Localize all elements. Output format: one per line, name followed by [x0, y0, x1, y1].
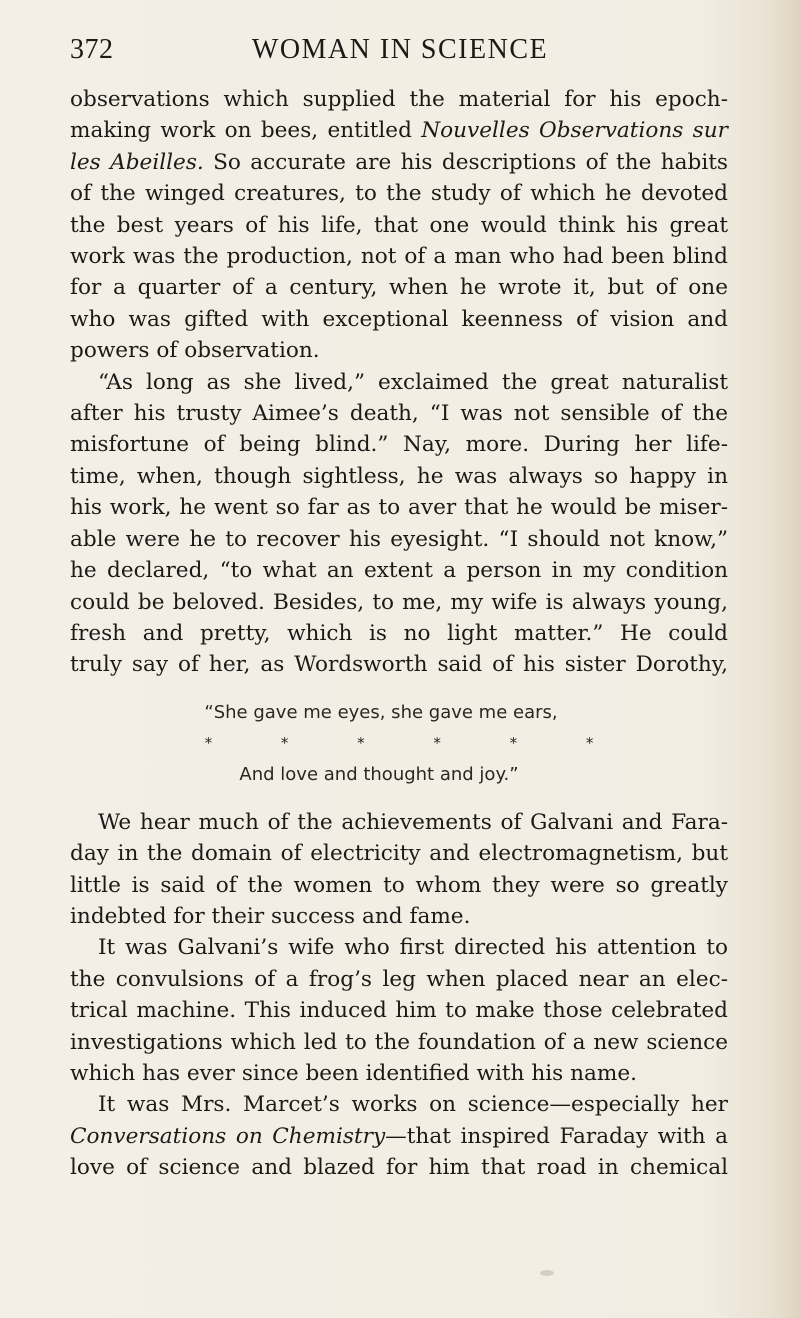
text-line: of the winged creatures, to the study of which he devoted: [70, 181, 728, 207]
text-line: his work, he went so far as to aver that he would be miser-: [70, 495, 728, 521]
text-run: —that inspired Faraday with a: [385, 1123, 728, 1149]
book-title-italic: les Abeilles.: [70, 149, 204, 175]
poem-quotation: [70, 697, 728, 790]
text-line: [70, 147, 728, 178]
book-title-italic: Nouvelles Observations sur: [421, 118, 728, 144]
poem-line: “She gave me eyes, she gave me ears,: [204, 701, 558, 723]
text-line: who was gifted with exceptional keenness of vision and: [70, 306, 728, 332]
text-line: love of science and blazed for him that road in chemical: [70, 1155, 728, 1181]
text-line: after his trusty Aimee’s death, “I was not sensible of the: [70, 401, 728, 427]
text-line: trical machine. This induced him to make those celebrated: [70, 998, 728, 1024]
text-line: able were he to recover his eyesight. “I should not know,”: [70, 526, 728, 552]
text-line: “As long as she lived,” exclaimed the great naturalist: [98, 369, 728, 395]
running-head: WOMAN IN SCIENCE: [251, 34, 549, 65]
text-line: work was the production, not of a man who had been blind: [70, 244, 728, 270]
text-line: the convulsions of a frog’s leg when placed near an elec-: [70, 966, 728, 992]
poem-line: And love and thought and joy.”: [239, 763, 519, 785]
page-header: [70, 34, 730, 74]
text-line: It was Galvani’s wife who first directed his attention to: [98, 935, 728, 961]
body-text: [70, 84, 728, 1184]
text-run: So accurate are his descriptions of the habits: [203, 149, 728, 175]
text-line: [70, 115, 728, 146]
paragraph-4: [70, 932, 728, 1089]
paper-smudge: [540, 1270, 554, 1276]
text-line: investigations which led to the foundation of a new science: [70, 1029, 728, 1055]
text-line: observations which supplied the material for his epoch-: [70, 87, 728, 112]
text-line: [70, 1121, 728, 1152]
ellipsis-stars: * * * * * *: [204, 733, 626, 752]
book-title-italic: Conversations on Chemistry: [70, 1123, 386, 1149]
paragraph-5: [70, 1089, 728, 1183]
text-line: little is said of the women to whom they were so greatly: [70, 872, 728, 898]
text-line: It was Mrs. Marcet’s works on science—especially her: [98, 1092, 728, 1118]
text-line: fresh and pretty, which is no light matter.” He could: [70, 620, 728, 646]
text-line: truly say of her, as Wordsworth said of his sister Dorothy,: [70, 652, 728, 678]
paragraph-2: [70, 367, 728, 681]
paragraph-3: [70, 807, 728, 933]
text-line: could be beloved. Besides, to me, my wife is always young,: [70, 589, 728, 615]
text-run: making work on bees, entitled: [70, 118, 422, 144]
page-number: 372: [70, 34, 114, 65]
text-line: which has ever since been identified with his name.: [70, 1060, 637, 1086]
paragraph-1: [70, 84, 728, 367]
text-line: powers of observation.: [70, 338, 320, 364]
text-line: the best years of his life, that one would think his great: [70, 212, 728, 238]
text-line: indebted for their success and fame.: [70, 903, 471, 929]
text-line: he declared, “to what an extent a person in my condition: [70, 558, 728, 584]
text-line: time, when, though sightless, he was always so happy in: [70, 463, 728, 489]
text-line: for a quarter of a century, when he wrote it, but of one: [70, 275, 728, 301]
text-line: misfortune of being blind.” Nay, more. During her life-: [70, 432, 728, 458]
text-line: We hear much of the achievements of Galvani and Fara-: [98, 809, 728, 835]
text-line: day in the domain of electricity and electromagnetism, but: [70, 841, 728, 867]
